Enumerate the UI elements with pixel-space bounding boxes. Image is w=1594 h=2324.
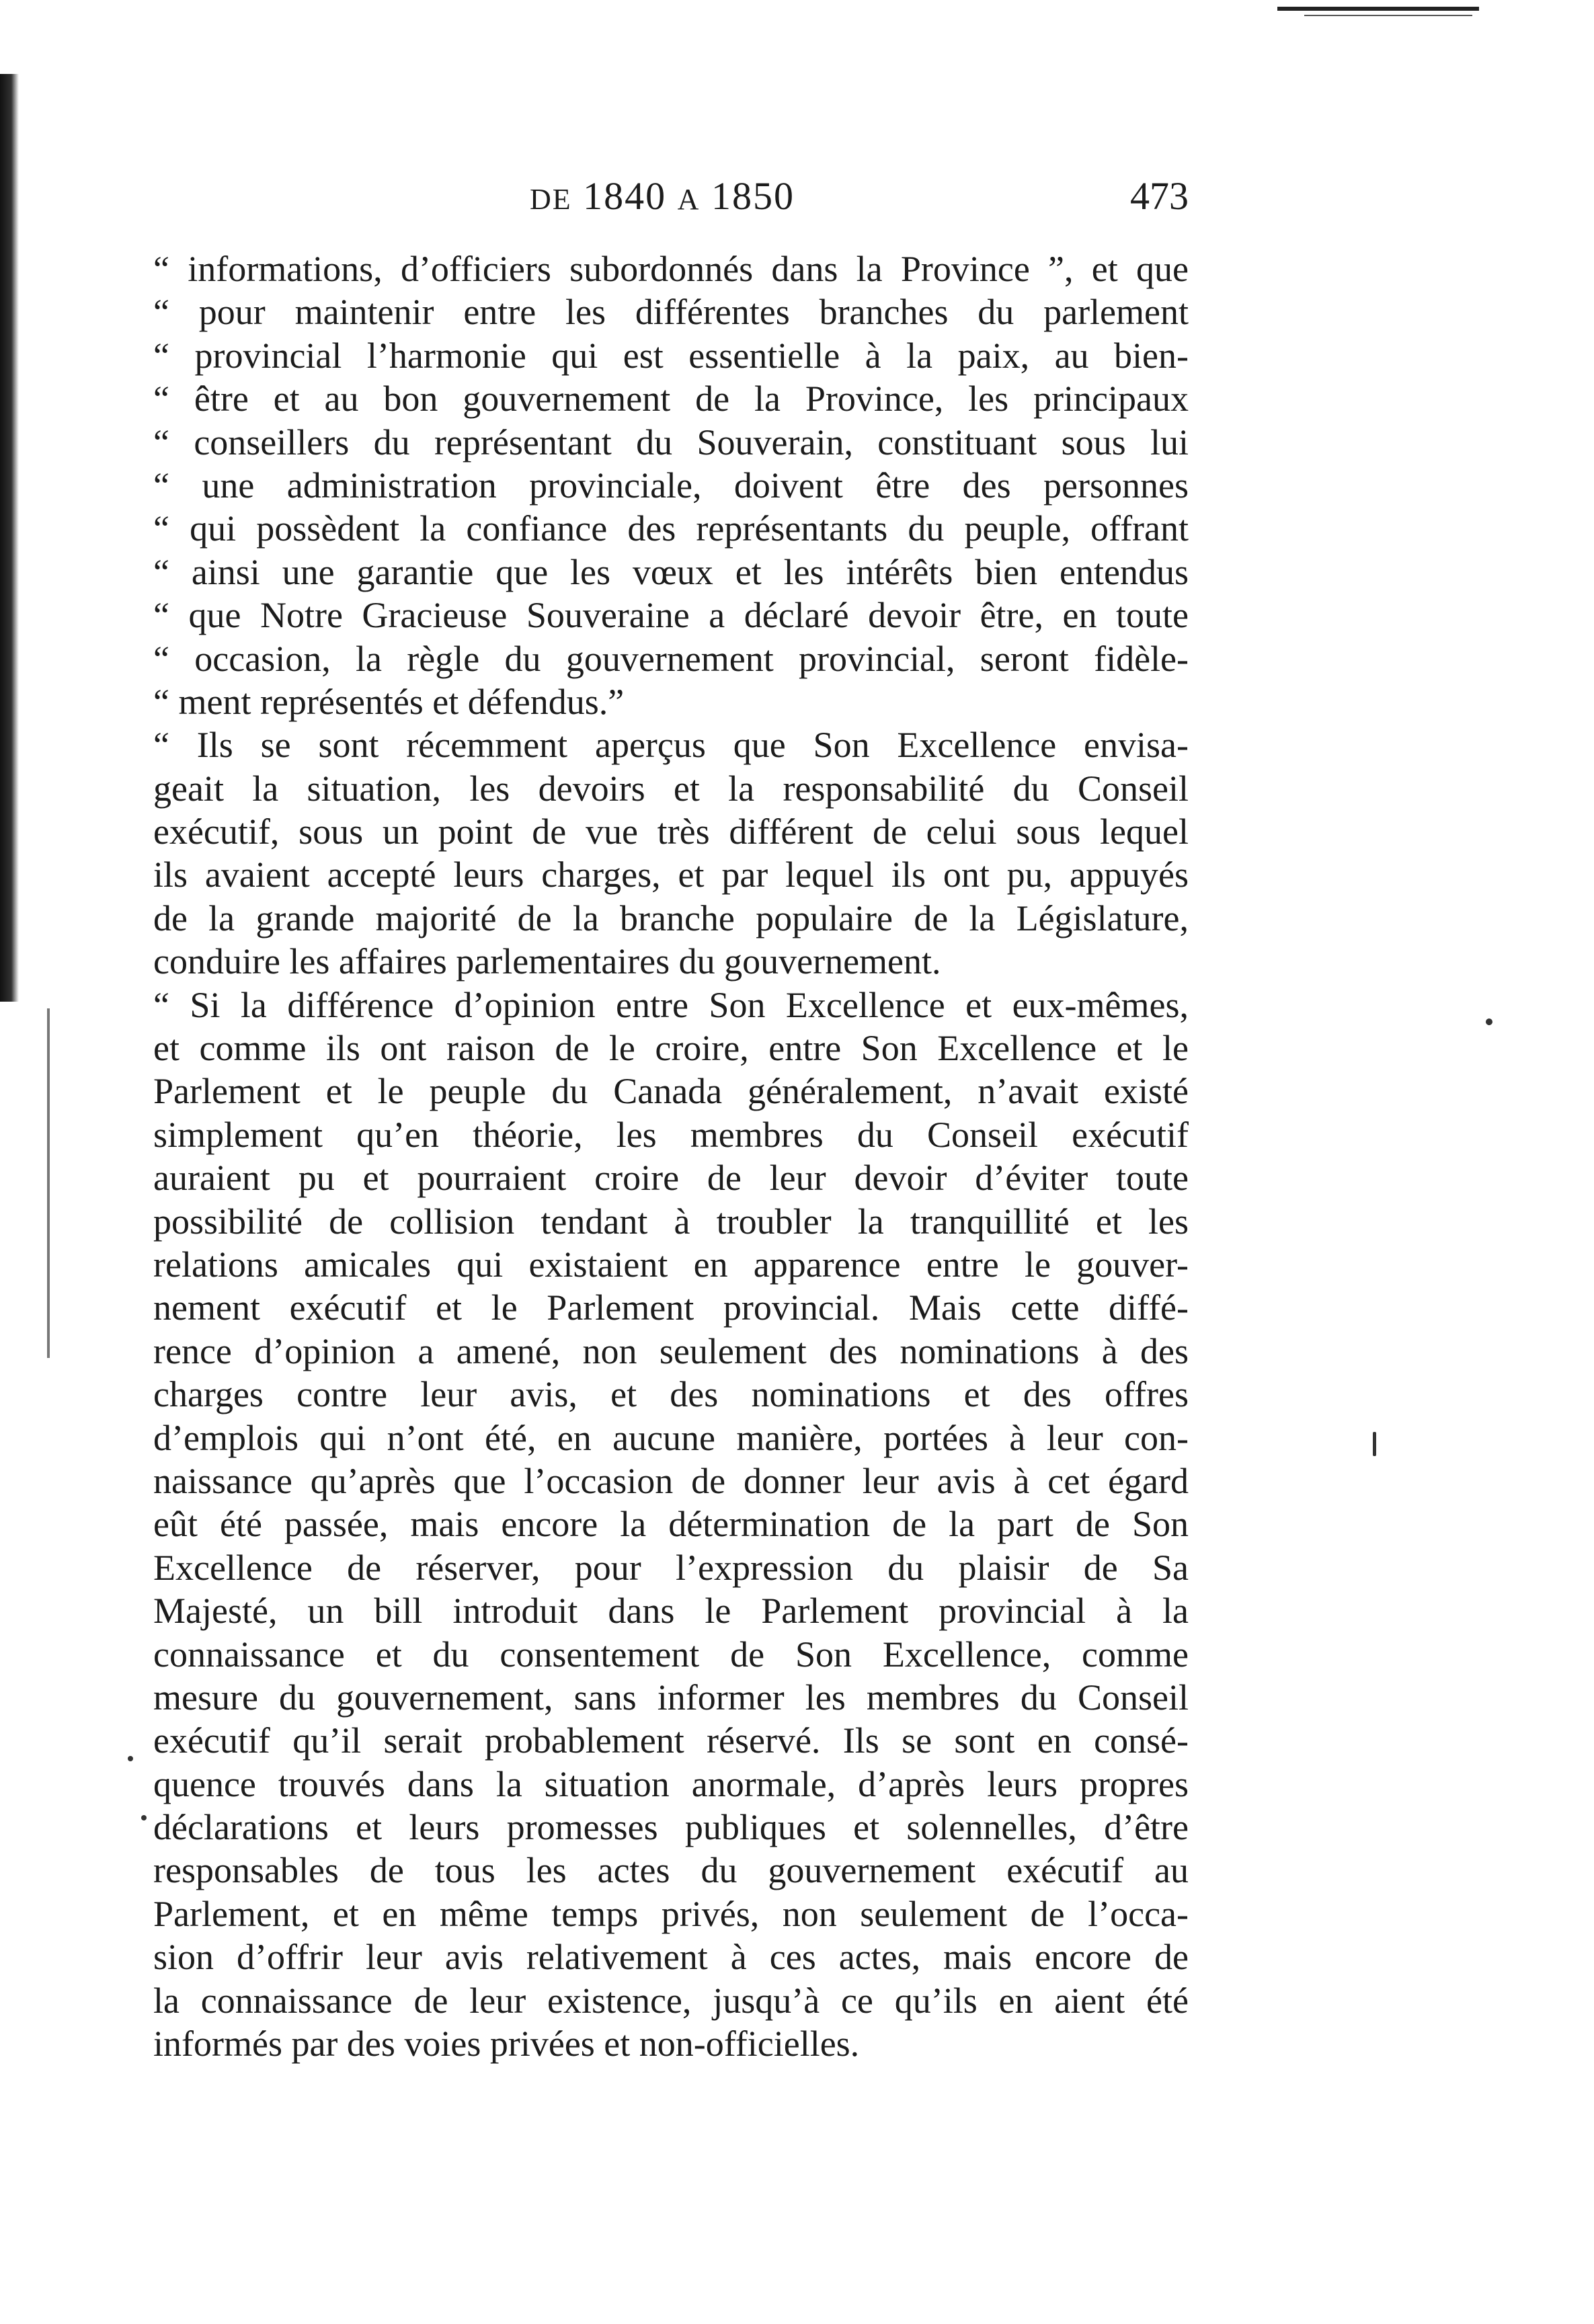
text-line: “ occasion, la règle du gouvernement provincial, seront fidèle-: [153, 638, 1189, 679]
text-line: charges contre leur avis, et des nominations et des offres: [153, 1374, 1189, 1415]
text-line: Excellence de réserver, pour l’expression du plaisir de Sa: [153, 1547, 1189, 1588]
text-line: Majesté, un bill introduit dans le Parlement provincial à la: [153, 1591, 1189, 1632]
text-line: exécutif, sous un point de vue très différent de celui sous lequel: [153, 811, 1189, 852]
text-line: conduire les affaires parlementaires du gouvernement.: [153, 941, 941, 982]
running-head-year-start: 1840: [583, 174, 667, 218]
page-body: [153, 247, 1189, 2065]
text-line: mesure du gouvernement, sans informer les membres du Conseil: [153, 1677, 1189, 1718]
text-line: Parlement, et en même temps privés, non seulement de l’occa-: [153, 1893, 1189, 1934]
text-line: “ ment représentés et défendus.”: [153, 681, 625, 722]
text-line: déclarations et leurs promesses publiques et solennelles, d’être: [153, 1807, 1189, 1848]
running-head-a: A: [677, 183, 701, 216]
text-line: et comme ils ont raison de le croire, entre Son Excellence et le: [153, 1028, 1189, 1069]
text-line: d’emplois qui n’ont été, en aucune manière, portées à leur con-: [153, 1417, 1189, 1458]
binding-edge-shadow: [0, 74, 19, 1002]
text-line: rence d’opinion a amené, non seulement des nominations à des: [153, 1330, 1189, 1371]
binding-edge-line: [47, 1008, 50, 1358]
text-line: “ provincial l’harmonie qui est essentielle à la paix, au bien-: [153, 335, 1189, 376]
text-line: “ Si la différence d’opinion entre Son Excellence et eux-mêmes,: [153, 984, 1189, 1025]
text-line: exécutif qu’il serait probablement réservé. Ils se sont en consé-: [153, 1720, 1189, 1761]
text-line: “ une administration provinciale, doivent être des personnes: [153, 465, 1189, 506]
text-line: relations amicales qui existaient en apparence entre le gouver-: [153, 1244, 1189, 1285]
text-line: “ que Notre Gracieuse Souveraine a déclaré devoir être, en toute: [153, 595, 1189, 636]
text-line: “ Ils se sont récemment aperçus que Son Excellence envisa-: [153, 725, 1189, 766]
running-head-de: DE: [530, 183, 572, 216]
text-line: “ ainsi une garantie que les vœux et les intérêts bien entendus: [153, 551, 1189, 592]
text-line: informés par des voies privées et non-officielles.: [153, 2024, 860, 2065]
text-line: ils avaient accepté leurs charges, et par lequel ils ont pu, appuyés: [153, 854, 1189, 895]
text-line: “ pour maintenir entre les différentes branches du parlement: [153, 292, 1189, 333]
running-head: [530, 173, 795, 218]
text-line: naissance qu’après que l’occasion de donner leur avis à cet égard: [153, 1460, 1189, 1501]
text-line: connaissance et du consentement de Son Excellence, comme: [153, 1634, 1189, 1675]
text-line: de la grande majorité de la branche populaire de la Législature,: [153, 897, 1189, 938]
text-line: possibilité de collision tendant à troubler la tranquillité et les: [153, 1201, 1189, 1242]
text-line: responsables de tous les actes du gouvernement exécutif au: [153, 1850, 1189, 1891]
text-line: Parlement et le peuple du Canada généralement, n’avait existé: [153, 1071, 1189, 1112]
top-rule: [1277, 7, 1479, 11]
text-line: la connaissance de leur existence, jusqu’à ce qu’ils en aient été: [153, 1980, 1189, 2021]
speck-mark: [128, 1756, 133, 1761]
text-line: “ être et au bon gouvernement de la Province, les principaux: [153, 378, 1189, 419]
text-line: “ informations, d’officiers subordonnés dans la Province ”, et que: [153, 249, 1189, 289]
page-number: 473: [1130, 174, 1189, 218]
speck-mark: [1373, 1432, 1376, 1456]
text-line: simplement qu’en théorie, les membres du Conseil exécutif: [153, 1114, 1189, 1155]
text-line: quence trouvés dans la situation anormale, d’après leurs propres: [153, 1763, 1189, 1804]
text-line: sion d’offrir leur avis relativement à ces actes, mais encore de: [153, 1937, 1189, 1978]
speck-mark: [141, 1815, 147, 1820]
text-line: “ qui possèdent la confiance des représentants du peuple, offrant: [153, 508, 1189, 549]
top-rule-thin: [1304, 15, 1472, 16]
text-line: eût été passée, mais encore la détermination de la part de Son: [153, 1504, 1189, 1545]
text-line: auraient pu et pourraient croire de leur devoir d’éviter toute: [153, 1158, 1189, 1199]
text-line: nement exécutif et le Parlement provincial. Mais cette diffé-: [153, 1287, 1189, 1328]
speck-mark: [1486, 1018, 1492, 1025]
page-header: [153, 173, 1189, 227]
running-head-year-end: 1850: [711, 174, 795, 218]
text-line: geait la situation, les devoirs et la responsabilité du Conseil: [153, 768, 1189, 809]
text-line: “ conseillers du représentant du Souverain, constituant sous lui: [153, 422, 1189, 463]
